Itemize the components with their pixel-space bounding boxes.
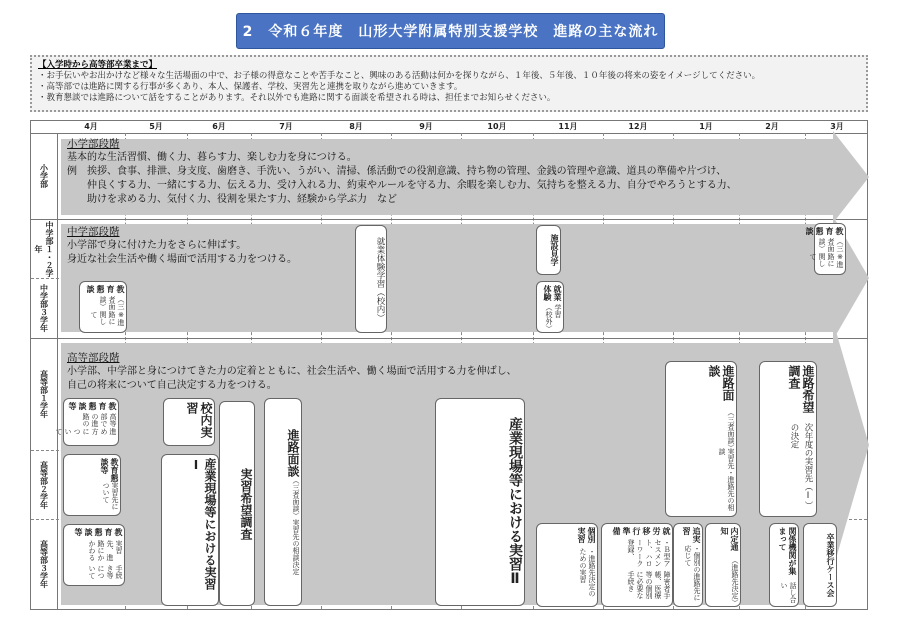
hs1-school-internship-box <box>163 398 215 446</box>
stage-line: 小学部で身に付けた力をさらに伸ばす。 <box>67 240 247 251</box>
box-note: ※進路に関して <box>90 311 125 327</box>
stage-line: 小学部、中学部と身につけてきた力の定着とともに、社会生活や、働く場面で活用する力を伸ばし、 <box>67 366 517 377</box>
hs3-extra-training-box <box>673 523 703 607</box>
stage-line: 自己の将来について自己決定する力をつける。 <box>67 380 277 391</box>
month-header: 12月 <box>628 122 648 131</box>
box-note: 実習先・進路先の相談 <box>718 448 735 512</box>
month-header: 8月 <box>349 122 363 131</box>
box-title: 教育懇談 <box>86 285 125 293</box>
box-text: 産業現場等における実習Ⅱ <box>507 417 523 587</box>
stage-line: 助けを求める力、気付く力、役割を果たす力、経験から学ぶ力 など <box>67 194 397 205</box>
stage-line: 身近な社会生活や働く場面で活用する力をつける。 <box>67 254 297 265</box>
jr12-facility-visit-box <box>536 225 561 275</box>
box-text: 施設見学 <box>550 234 559 266</box>
jr3-work-experience-box <box>536 281 564 333</box>
hs3-employment-prep-box <box>601 523 673 607</box>
box-note: 進め方について <box>55 428 117 436</box>
hs-internship-survey-box <box>219 401 255 606</box>
box-text: 校内実習 <box>185 402 213 438</box>
jr-work-experience-box <box>355 225 387 333</box>
box-text: 就業体験学習（校内） <box>375 236 385 322</box>
high-stage-text <box>67 351 627 393</box>
month-header: 5月 <box>149 122 163 131</box>
box-sub: ・個別の進路先に応じて <box>684 545 701 602</box>
stage-line: 仲良くする力、一緒にする力、伝える力、受け入れる力、約束やルールを守る力、余暇を楽しむ力、気持ちを整える力、自分でやろうとする力、 <box>67 180 737 191</box>
month-header: 6月 <box>212 122 226 131</box>
elementary-arrow-head <box>833 131 869 223</box>
high-arrow-head <box>833 321 869 569</box>
notes-line: ・高等部では進路に関する行事が多くあり、本人、保護者、学校、実習先と連携を取りながら進めていきます。 <box>38 82 463 92</box>
row-label-elementary: 小学部 <box>39 164 49 188</box>
header-divider <box>31 133 867 134</box>
box-sub: 学習（校外） <box>545 304 562 333</box>
stage-heading: 高等部段階 <box>67 352 120 364</box>
row-label-hs1: 高等部１学年 <box>39 370 49 418</box>
box-title: 就労移行準備 <box>612 527 671 535</box>
box-text: 産業現場等における実習Ⅰ <box>189 458 217 590</box>
stage-line: 基本的な生活習慣、働く力、暮らす力、楽しむ力を身につける。 <box>67 152 357 163</box>
hs2-edu-talk-box <box>63 454 121 516</box>
timeline-grid <box>30 120 868 610</box>
box-note: 障害者手帳、医療等の個別に必要な手続き <box>627 570 671 599</box>
box-title: 進路面談 <box>286 429 300 477</box>
box-text: 実習希望調査 <box>239 467 253 540</box>
hs-career-interview-2-box <box>665 361 737 517</box>
hs-career-survey-box <box>759 361 817 517</box>
month-header: 1月 <box>699 122 713 131</box>
box-sub: 話し合い <box>780 581 797 603</box>
page-title: 2 令和６年度 山形大学附属特別支援学校 進路の主な流れ <box>236 13 665 49</box>
month-header: 2月 <box>765 122 779 131</box>
box-title: 進路面談 <box>707 365 735 401</box>
box-sub: （三者面談） <box>99 296 125 311</box>
box-sub: （三者面談） <box>727 409 735 452</box>
row-divider <box>31 219 867 220</box>
box-sub: （三者面談） <box>818 238 844 253</box>
row-label-jr3: 中学部３学年 <box>39 284 49 332</box>
row-divider <box>31 338 867 339</box>
box-note: ※進路に関して <box>809 253 844 269</box>
row-label-hs2: 高等部２学年 <box>39 460 49 509</box>
hs-field-training-1-box <box>161 454 219 606</box>
hs-field-training-2-box <box>435 398 525 606</box>
box-title: 就業体験 <box>543 285 562 301</box>
hs-career-interview-box <box>264 398 302 606</box>
stage-heading: 中学部段階 <box>67 226 120 238</box>
box-note: 決定 <box>292 561 300 575</box>
month-header: 7月 <box>279 122 293 131</box>
box-title: 教育懇談 <box>805 227 844 235</box>
notes-heading: 【入学時から高等部卒業まで】 <box>38 60 158 70</box>
label-divider <box>57 133 58 609</box>
hs3-individual-training-box <box>536 523 598 607</box>
box-title: 個別実習 <box>577 527 596 543</box>
notes-line: ・お手伝いやお出かけなど様々な生活場面の中で、お子様の得意なことや苦手なこと、興味のある活動は何かを探りながら、１年後、５年後、１０年後の将来の姿をイメージしてください。 <box>38 71 761 81</box>
row-label-jr12: 中学部１・２学年 <box>34 220 54 277</box>
month-header: 11月 <box>558 122 578 131</box>
box-title: 教育懇談等 <box>74 528 123 536</box>
stage-line: 例 挨拶、食事、排泄、身支度、歯磨き、手洗い、うがい、清掃、係活動での役割意識、持ち物の管理、金銭の管理や意識、道具の準備や片づけ、 <box>67 166 727 177</box>
hs3-transition-case-box <box>803 523 837 607</box>
hs1-edu-talk-box <box>55 398 119 446</box>
junior-stage-text <box>67 225 367 267</box>
box-title: 内定通知 <box>720 527 739 551</box>
box-title: 教育懇談等 <box>68 402 117 410</box>
box-sub: 実習先、進路にかかわる <box>88 540 123 562</box>
month-header: 9月 <box>419 122 433 131</box>
box-title: 追実習 <box>682 527 701 543</box>
elementary-stage-text <box>67 137 827 207</box>
box-sub: （三者面談）実習先の相談 <box>292 477 300 561</box>
notes-line: ・教育懇談では進路について話をすることがあります。それ以外でも進路に関する面談を希望される時は、担任までお知らせください。 <box>38 93 556 103</box>
box-note: 手続き等について <box>88 564 123 579</box>
box-sub: （進路先決定） <box>731 557 739 607</box>
box-title: 進路希望調査 <box>787 365 815 413</box>
jr12-edu-talk-box <box>805 223 846 275</box>
hs3-edu-talk-box <box>63 524 125 586</box>
box-title: 教育懇談等 <box>100 458 119 482</box>
box-sub: 高等部での進路の <box>82 413 117 428</box>
hs3-agency-meeting-box <box>769 523 799 607</box>
box-text: 卒業移行ケース会 <box>826 533 835 597</box>
month-header: 4月 <box>84 122 98 131</box>
stage-heading: 小学部段階 <box>67 138 120 150</box>
box-title: 関係機関が集まって <box>778 527 797 575</box>
month-header: 10月 <box>487 122 507 131</box>
month-header: 3月 <box>830 122 844 131</box>
box-sub: ・Ｂ型アセスメント、ハローワーク登録、 <box>627 538 671 567</box>
row-label-hs3: 高等部３学年 <box>39 540 49 588</box>
notes-panel <box>30 55 868 112</box>
jr3-edu-talk-box <box>79 281 127 333</box>
box-sub: ・進路先決定のための実習 <box>579 547 596 597</box>
box-sub: 次年度の実習先（Ⅰ）の決定 <box>789 422 813 510</box>
box-sub: 実習先について <box>102 482 119 511</box>
hs3-offer-notice-box <box>705 523 741 607</box>
